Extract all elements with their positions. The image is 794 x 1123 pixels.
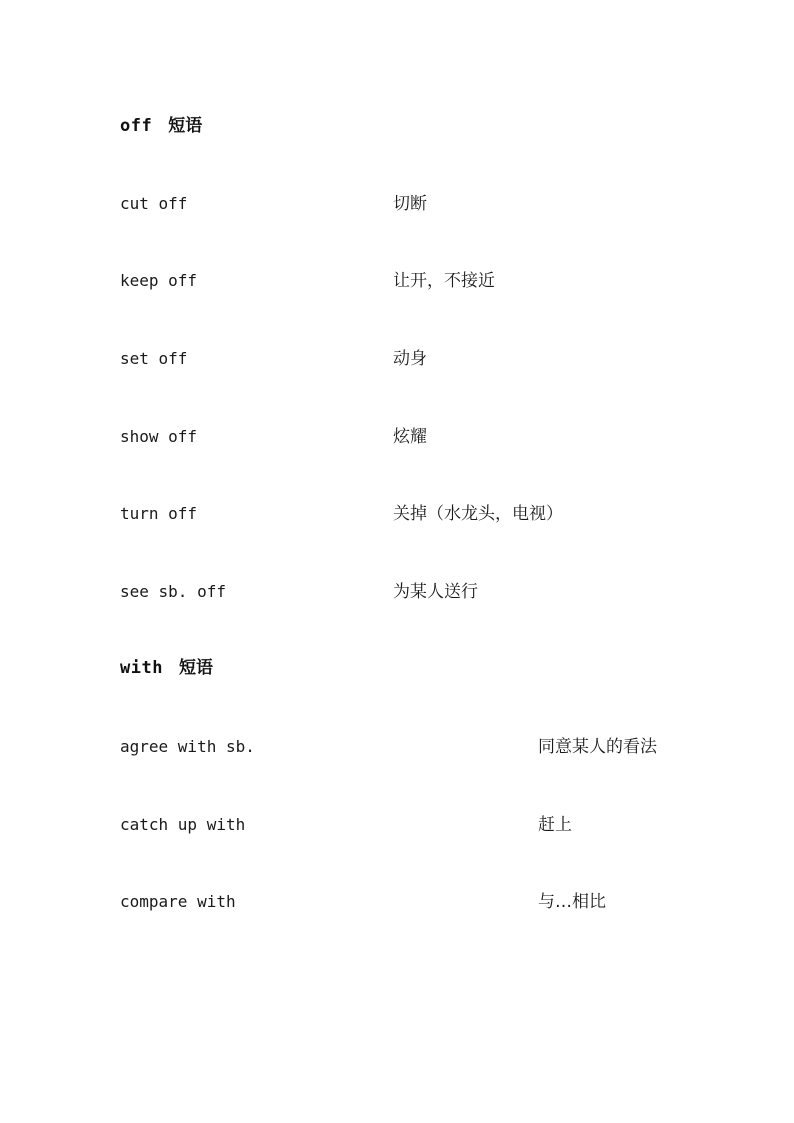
section-heading-zh: 短语 (168, 116, 203, 136)
phrase-term: set off (120, 349, 188, 368)
phrase-row (0, 736, 794, 758)
phrase-meaning: 切断 (393, 194, 427, 214)
phrase-row (0, 581, 794, 603)
phrase-meaning: 与…相比 (538, 892, 606, 912)
phrase-meaning: 让开，不接近 (393, 271, 495, 291)
section-heading-off (120, 116, 202, 136)
section-heading-zh: 短语 (178, 658, 213, 678)
phrase-term: show off (120, 427, 198, 446)
phrase-meaning: 为某人送行 (393, 582, 478, 602)
phrase-term: cut off (120, 194, 188, 213)
section-heading-with (120, 658, 213, 678)
phrase-meaning: 同意某人的看法 (538, 737, 657, 757)
phrase-row (0, 348, 794, 370)
phrase-meaning: 动身 (393, 349, 427, 369)
phrase-term: catch up with (120, 815, 246, 834)
section-heading-en: with (120, 658, 163, 678)
phrase-row (0, 193, 794, 215)
phrase-term: see sb. off (120, 582, 226, 601)
phrase-meaning: 关掉（水龙头，电视） (393, 504, 563, 524)
phrase-meaning: 赶上 (538, 815, 572, 835)
phrase-row (0, 270, 794, 292)
phrase-meaning: 炫耀 (393, 427, 427, 447)
section-heading-en: off (120, 116, 153, 136)
phrase-term: compare with (120, 892, 236, 911)
phrase-row (0, 814, 794, 836)
phrase-term: agree with sb. (120, 737, 255, 756)
phrase-term: turn off (120, 504, 198, 523)
phrase-row (0, 426, 794, 448)
phrase-row (0, 891, 794, 913)
phrase-term: keep off (120, 271, 198, 290)
phrase-row (0, 503, 794, 525)
